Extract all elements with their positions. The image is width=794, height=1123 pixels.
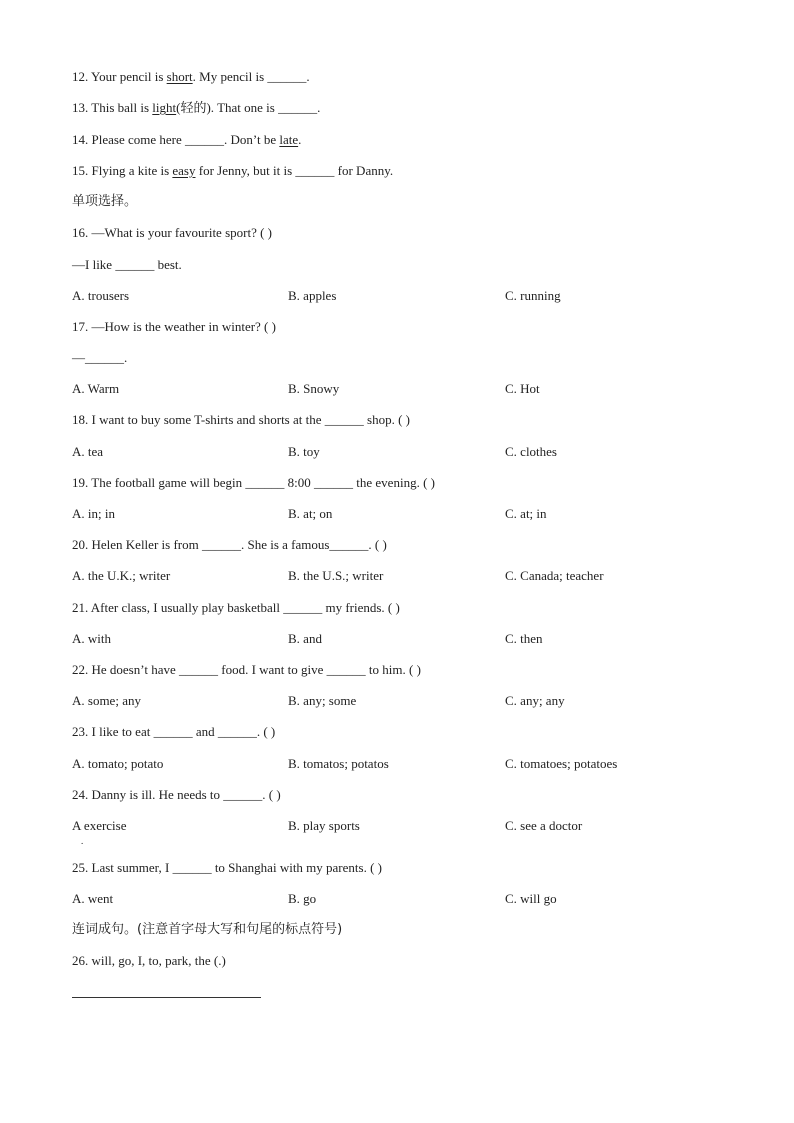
- question-stem: —What is your favourite sport? ( ): [91, 225, 273, 240]
- question-stem: I want to buy some T-shirts and shorts at the ______ shop. ( ): [91, 412, 410, 427]
- question-18: [72, 412, 410, 428]
- question-26: 26. will, go, I, to, park, the (.): [72, 953, 226, 968]
- question-number: 15.: [72, 163, 89, 178]
- option-c: C. at; in: [505, 506, 547, 521]
- question-15: [72, 163, 393, 179]
- underlined-word: light: [152, 100, 177, 115]
- question-text: . My pencil is ______.: [192, 69, 310, 84]
- option-a: A. in; in: [72, 506, 115, 521]
- option-c: C. then: [505, 631, 543, 646]
- option-a: A. went: [72, 891, 114, 906]
- option-c: C. Hot: [505, 381, 540, 396]
- question-24: [72, 787, 281, 803]
- question-text: Your pencil is: [91, 69, 167, 84]
- section-heading-single-choice: 单项选择。: [72, 194, 138, 209]
- question-stem: Danny is ill. He needs to ______. ( ): [91, 787, 281, 802]
- option-b: B. and: [288, 631, 322, 646]
- question-number: 21.: [72, 600, 89, 615]
- question-number: 16.: [72, 225, 89, 240]
- question-text: This ball is: [91, 100, 153, 115]
- question-number: 24.: [72, 787, 89, 802]
- underlined-word: late: [279, 132, 299, 147]
- option-b: B. apples: [288, 288, 337, 303]
- option-b: B. go: [288, 891, 317, 906]
- question-stem: The football game will begin ______ 8:00 ______ the evening. ( ): [91, 475, 435, 490]
- option-b: B. play sports: [288, 818, 360, 833]
- option-a: A. tea: [72, 444, 104, 459]
- option-b: B. at; on: [288, 506, 333, 521]
- question-stem: Last summer, I ______ to Shanghai with my parents. ( ): [91, 860, 382, 875]
- question-number: 12.: [72, 69, 89, 84]
- underlined-word: short: [166, 69, 193, 84]
- question-number: 17.: [72, 319, 89, 334]
- question-stem: After class, I usually play basketball ______ my friends. ( ): [90, 600, 400, 615]
- option-c: C. will go: [505, 891, 557, 906]
- question-17-response: —______.: [72, 350, 128, 365]
- question-number: 25.: [72, 860, 89, 875]
- question-text: Please come here ______. Don’t be: [91, 132, 280, 147]
- question-stem: I like to eat ______ and ______. ( ): [91, 724, 276, 739]
- question-number: 18.: [72, 412, 89, 427]
- option-c: C. tomatoes; potatoes: [505, 756, 618, 771]
- option-a: A exercise: [72, 818, 127, 833]
- question-number: 23.: [72, 724, 89, 739]
- question-12: [72, 69, 310, 85]
- question-number: 14.: [72, 132, 89, 147]
- option-a: A. trousers: [72, 288, 130, 303]
- option-b: B. any; some: [288, 693, 357, 708]
- question-text: for Jenny, but it is ______ for Danny.: [195, 163, 394, 178]
- question-stem: Helen Keller is from ______. She is a famous______. ( ): [91, 537, 387, 552]
- underlined-word: easy: [172, 163, 196, 178]
- question-number: 13.: [72, 100, 89, 115]
- question-number: 19.: [72, 475, 89, 490]
- stray-dot: .: [81, 836, 84, 846]
- option-c: C. Canada; teacher: [505, 568, 604, 583]
- option-c: C. clothes: [505, 444, 557, 459]
- option-a: A. Warm: [72, 381, 120, 396]
- question-25: [72, 860, 382, 876]
- question-stem: He doesn’t have ______ food. I want to give ______ to him. ( ): [91, 662, 421, 677]
- question-20: [72, 537, 387, 553]
- option-c: C. running: [505, 288, 561, 303]
- option-a: A. tomato; potato: [72, 756, 164, 771]
- question-19: [72, 475, 435, 491]
- section-heading-sentence-building: 连词成句。(注意首字母大写和句尾的标点符号): [72, 922, 343, 937]
- option-b: B. Snowy: [288, 381, 340, 396]
- question-16: [72, 225, 272, 241]
- option-c: C. see a doctor: [505, 818, 583, 833]
- option-c: C. any; any: [505, 693, 565, 708]
- question-text: (轻的). That one is ______.: [176, 100, 321, 115]
- option-b: B. tomatos; potatos: [288, 756, 389, 771]
- question-number: 22.: [72, 662, 89, 677]
- question-number: 20.: [72, 537, 89, 552]
- question-13: [72, 100, 320, 116]
- option-b: B. the U.S.; writer: [288, 568, 384, 583]
- answer-line[interactable]: [72, 997, 261, 998]
- option-b: B. toy: [288, 444, 320, 459]
- question-stem: —How is the weather in winter? ( ): [91, 319, 276, 334]
- question-21: [72, 600, 400, 616]
- question-text: Flying a kite is: [91, 163, 173, 178]
- option-a: A. with: [72, 631, 111, 646]
- question-16-response: —I like ______ best.: [72, 257, 182, 272]
- option-a: A. some; any: [72, 693, 141, 708]
- option-a: A. the U.K.; writer: [72, 568, 171, 583]
- question-23: [72, 724, 275, 740]
- question-22: [72, 662, 421, 678]
- question-17: [72, 319, 276, 335]
- question-text: .: [298, 132, 302, 147]
- question-14: [72, 132, 301, 148]
